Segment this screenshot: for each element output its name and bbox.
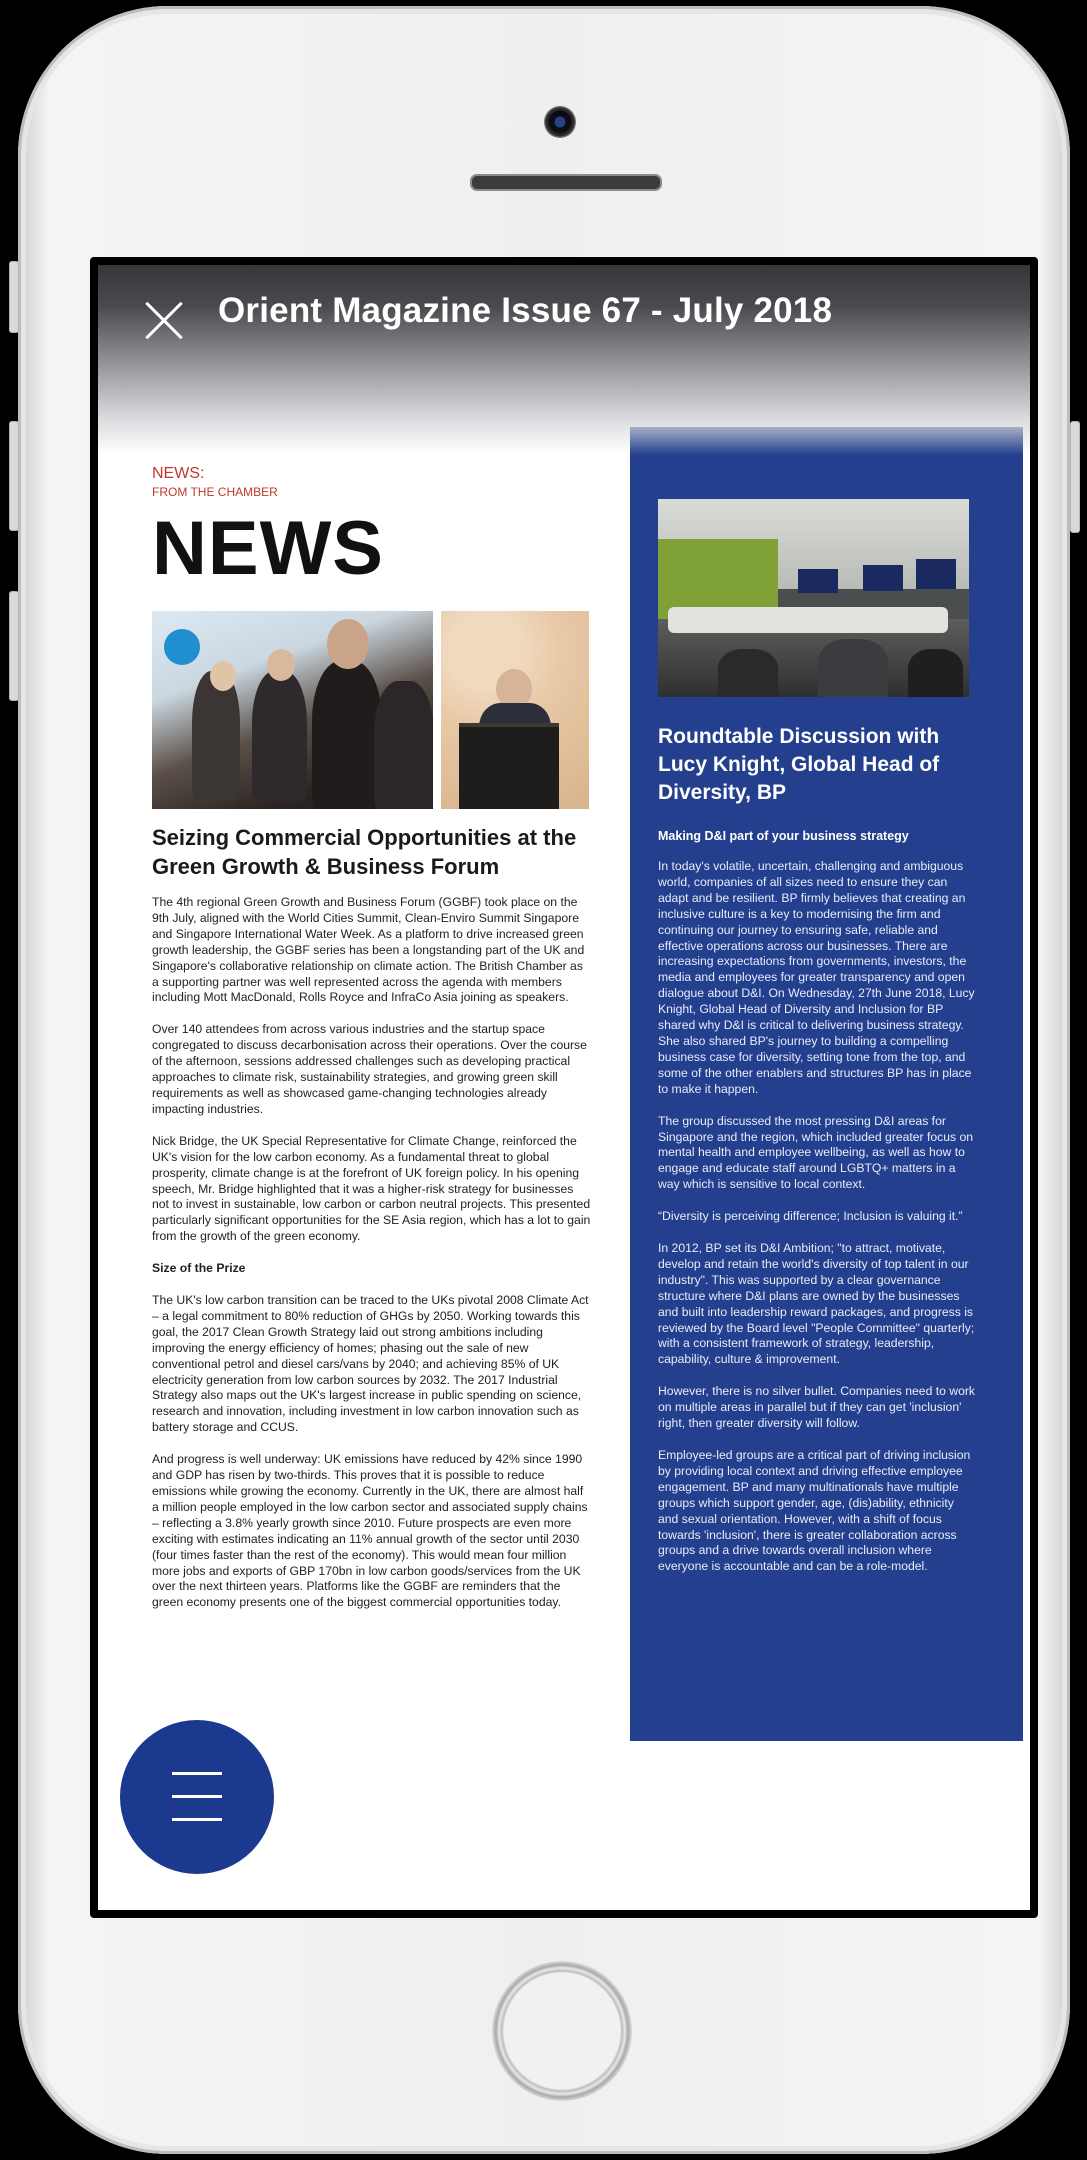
roundtable-paragraph: The group discussed the most pressing D&I areas for Singapore and the region, which included greater focus on mental health and employee wellbeing, as well as how to engage and educate staff around LGBTQ+ matters in a way which is sensitive to local context. <box>658 1113 974 1192</box>
roundtable-paragraph: Employee-led groups are a critical part of driving inclusion by providing local context and driving effective employee engagement. BP and many multinationals have multiple groups which support gender, age, (dis)ability, ethnicity and sexual orientation. However, with a shift of focus towards 'inclusion', there is greater collaboration across groups and a drive towards overall inclusion where everyone is accountable and can be a role-model. <box>658 1448 971 1574</box>
menu-button[interactable] <box>120 1720 274 1874</box>
front-camera <box>544 106 576 138</box>
hamburger-menu-icon <box>172 1818 222 1821</box>
section-kicker: NEWS: <box>152 465 205 482</box>
earpiece-speaker <box>470 174 662 191</box>
roundtable-panel <box>630 427 1023 1741</box>
forum-panel-photo <box>152 611 433 809</box>
speaker-podium-photo <box>441 611 589 809</box>
article-photos <box>152 611 592 809</box>
window-title: Orient Magazine Issue 67 - July 2018 <box>218 291 833 330</box>
article-paragraph: Over 140 attendees from across various industries and the startup space congregated to discuss decarbonisation across their operations. Over the course of the afternoon, sessions addressed challenges such as developing practical approaches to climate risk, sustainability strategies, and growing green skill requirements as well as showcased game-changing technologies already impacting industries. <box>152 1022 587 1116</box>
hamburger-menu-icon <box>172 1772 222 1775</box>
close-icon[interactable] <box>144 301 184 341</box>
side-button-volume-down <box>9 591 19 701</box>
home-button[interactable] <box>492 1961 632 2101</box>
phone-frame <box>18 6 1070 2154</box>
article-body <box>152 895 592 1611</box>
side-button-power <box>1070 421 1080 533</box>
roundtable-body <box>658 859 976 1591</box>
news-column <box>152 465 592 1627</box>
viewport <box>98 265 1030 1910</box>
article-title: Seizing Commercial Opportunities at the Green Growth & Business Forum <box>152 825 577 879</box>
article-paragraph: Nick Bridge, the UK Special Representative for Climate Change, reinforced the UK's vision for the low carbon economy. As a fundamental threat to global prosperity, climate change is at the forefront of UK foreign policy. In his opening speech, Mr. Bridge highlighted that it was a higher-risk strategy for businesses not to invest in sustainable, low carbon or carbon neutral projects. This presented particularly significant opportunities for the SE Asia region, which has a lot to gain from the growth of the green economy. <box>152 1133 591 1244</box>
section-kicker-sub: FROM THE CHAMBER <box>152 485 278 499</box>
roundtable-quote: “Diversity is perceiving difference; Inclusion is valuing it.” <box>658 1209 963 1224</box>
roundtable-paragraph: In 2012, BP set its D&I Ambition; "to attract, motivate, develop and retain the world's diversity of top talent in our industry". This was supported by a clear governance structure where D&I plans are owned by the businesses and built into leadership reward packages, and progress is reviewed by the Board level "People Committee" quarterly; with a consistent framework of strategy, leadership, capability, culture & improvement. <box>658 1241 975 1367</box>
news-heading: NEWS <box>152 506 384 591</box>
roundtable-photo <box>658 499 969 697</box>
magazine-page <box>98 265 1030 1910</box>
screen <box>90 257 1038 1918</box>
roundtable-title: Roundtable Discussion with Lucy Knight, Global Head of Diversity, BP <box>658 725 940 804</box>
roundtable-paragraph: However, there is no silver bullet. Companies need to work on multiple areas in parallel but if they can get 'inclusion' right, then greater diversity will follow. <box>658 1384 976 1431</box>
reader-toolbar <box>98 265 1030 455</box>
article-paragraph: The 4th regional Green Growth and Business Forum (GGBF) took place on the 9th July, aligned with the World Cities Summit, Clean-Enviro Summit Singapore and Singapore International Water Week. As a platform to drive increased green growth leadership, the GGBF series has been a longstanding part of the UK and Singapore's collaborative relationship on climate action. The British Chamber as a supporting partner was well represented across the agenda with members including Mott MacDonald, Rolls Royce and InfraCo Asia joining as speakers. <box>152 895 585 1005</box>
article-paragraph: And progress is well underway: UK emissions have reduced by 42% since 1990 and GDP has risen by two-thirds. This proves that it is possible to reduce emissions while growing the economy. Currently in the UK, there are almost half a million people employed in the low carbon sector and associated supply chains – reflecting a 3.8% yearly growth since 2010. Future prospects are even more exciting with estimates indicating an 11% annual growth of the sector until 2030 (four times faster than the rest of the economy). This would mean four million more jobs and exports of GBP 170bn in low carbon goods/services from the UK over the next thirteen years. Platforms like the GGBF are reminders that the green economy presents one of the biggest commercial opportunities today. <box>152 1452 588 1610</box>
roundtable-paragraph: In today's volatile, uncertain, challenging and ambiguous world, companies of all sizes need to ensure they can adapt and be resilient. BP firmly believes that creating an inclusive culture is a key to modernising the firm and continuing our journey to ensuring safe, reliable and effective operations across our businesses. There are increasing expectations from governments, investors, the media and employees for greater transparency and open dialogue about D&I. On Wednesday, 27th June 2018, Lucy Knight, Global Head of Diversity and Inclusion for BP shared why D&I is critical to delivering business strategy. She also shared BP's journey to building a compelling business case for diversity, setting tone from the top, and some of the other enablers and structures BP has in place to make it happen. <box>658 859 975 1096</box>
hamburger-menu-icon <box>172 1795 222 1798</box>
roundtable-subtitle: Making D&I part of your business strategy <box>658 829 909 843</box>
article-subheading: Size of the Prize <box>152 1261 246 1276</box>
side-button-volume-up <box>9 421 19 531</box>
side-button-mute <box>9 261 19 333</box>
article-paragraph: The UK's low carbon transition can be traced to the UKs pivotal 2008 Climate Act – a legal commitment to 80% reduction of GHGs by 2050. Working towards this goal, the 2017 Clean Growth Strategy laid out strong ambitions including improving the energy efficiency of homes; phasing out the sale of new conventional petrol and diesel cars/vans by 2040; and achieving 85% of UK electricity generation from low carbon sources by 2032. The 2017 Industrial Strategy also maps out the UK's largest increase in public spending on science, research and innovation, including investment in low carbon innovation such as battery storage and CCUS. <box>152 1293 589 1435</box>
